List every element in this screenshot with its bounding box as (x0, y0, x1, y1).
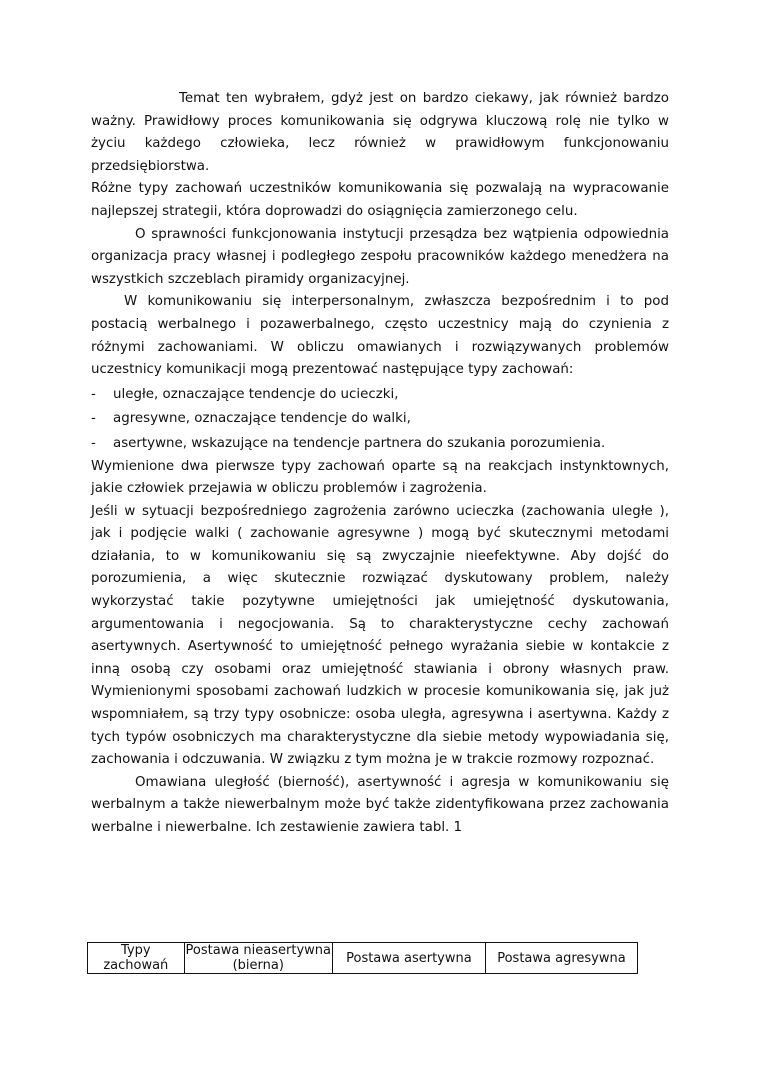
list-item-text: uległe, oznaczające tendencje do ucieczki, (113, 386, 399, 402)
list-item (91, 408, 669, 431)
document-body (91, 88, 669, 840)
list-dash: - (91, 411, 96, 427)
paragraph-assertiveness: Jeśli w sytuacji bezpośredniego zagrożenia zarówno ucieczka (zachowania uległe ), jak i podjęcie walki ( zachowanie agresywne ) mogą być skutecznymi metodami działania, to w komunikowaniu się są zwyczajnie nieefektywne. Aby dojść do porozumienia, a więc skutecznie rozwiązać dyskutowany problem, należy wykorzystać takie pozytywne umiejętności jak umiejętność dyskutowania, argumentowania i negocjowania. Są to charakterystyczne cechy zachowań asertywnych. Asertywność to umiejętność pełnego wyrażania siebie w kontakcie z inną osobą czy osobami oraz umiejętność stawiania i obrony własnych praw. Wymienionymi sposobami zachowań ludzkich w procesie komunikowania się, jak już wspomniałem, są trzy typy osobnicze: osoba uległa, agresywna i asertywna. Każdy z tych typów osobniczych ma charakterystyczne dla siebie metody wypowiadania się, zachowania i odczuwania. W związku z tym można je w trakcie rozmowy rozpoznać. (91, 503, 669, 768)
table-header-cell: Typy zachowań (88, 943, 185, 974)
paragraph-instinct: Wymienione dwa pierwsze typy zachowań oparte są na reakcjach instynktownych, jakie człowiek przejawia w obliczu problemów i zagrożenia. (91, 458, 669, 497)
paragraph-interpersonal: W komunikowaniu się interpersonalnym, zwłaszcza bezpośrednim i to pod postacią werbalnego i pozawerbalnego, często uczestnicy mają do czynienia z różnymi zachowaniami. W obliczu omawianych i rozwiązywanych problemów uczestnicy komunikacji mogą prezentować następujące typy zachowań: (91, 294, 669, 378)
behavior-table (87, 942, 638, 974)
list-item (91, 384, 669, 407)
paragraph-organization: O sprawności funkcjonowania instytucji przesądza bez wątpienia odpowiednia organizacja pracy własnej i podległego zespołu pracowników każdego menedżera na wszystkich szczeblach piramidy organizacyjnej. (91, 226, 669, 287)
paragraph-table-intro: Omawiana uległość (bierność), asertywność i agresja w komunikowaniu się werbalnym a także niewerbalnym może być także zidentyfikowana przez zachowania werbalne i niewerbalne. Ich zestawienie zawiera tabl. 1 (91, 774, 669, 835)
table-header-cell: Postawa agresywna (485, 943, 637, 974)
paragraph-topic: Temat ten wybrałem, gdyż jest on bardzo ciekawy, jak również bardzo ważny. Prawidłowy proces komunikowania się odgrywa kluczową rolę nie tylko w życiu każdego człowieka, lecz również w prawidłowym funkcjonowaniu przedsiębiorstwa. (91, 91, 669, 174)
table-header-cell: Postawa asertywna (332, 943, 485, 974)
table-header-row (88, 943, 638, 974)
list-dash: - (91, 386, 96, 402)
paragraph-behavior-types: Różne typy zachowań uczestników komunikowania się pozwalają na wypracowanie najlepszej strategii, która doprowadzi do osiągnięcia zamierzonego celu. (91, 181, 669, 219)
list-item (91, 433, 669, 456)
table-header-cell: Postawa nieasertywna (bierna) (185, 943, 331, 973)
list-item-text: agresywne, oznaczające tendencje do walki, (113, 411, 411, 427)
list-dash: - (91, 435, 96, 451)
list-item-text: asertywne, wskazujące na tendencje partnera do szukania porozumienia. (113, 435, 606, 451)
